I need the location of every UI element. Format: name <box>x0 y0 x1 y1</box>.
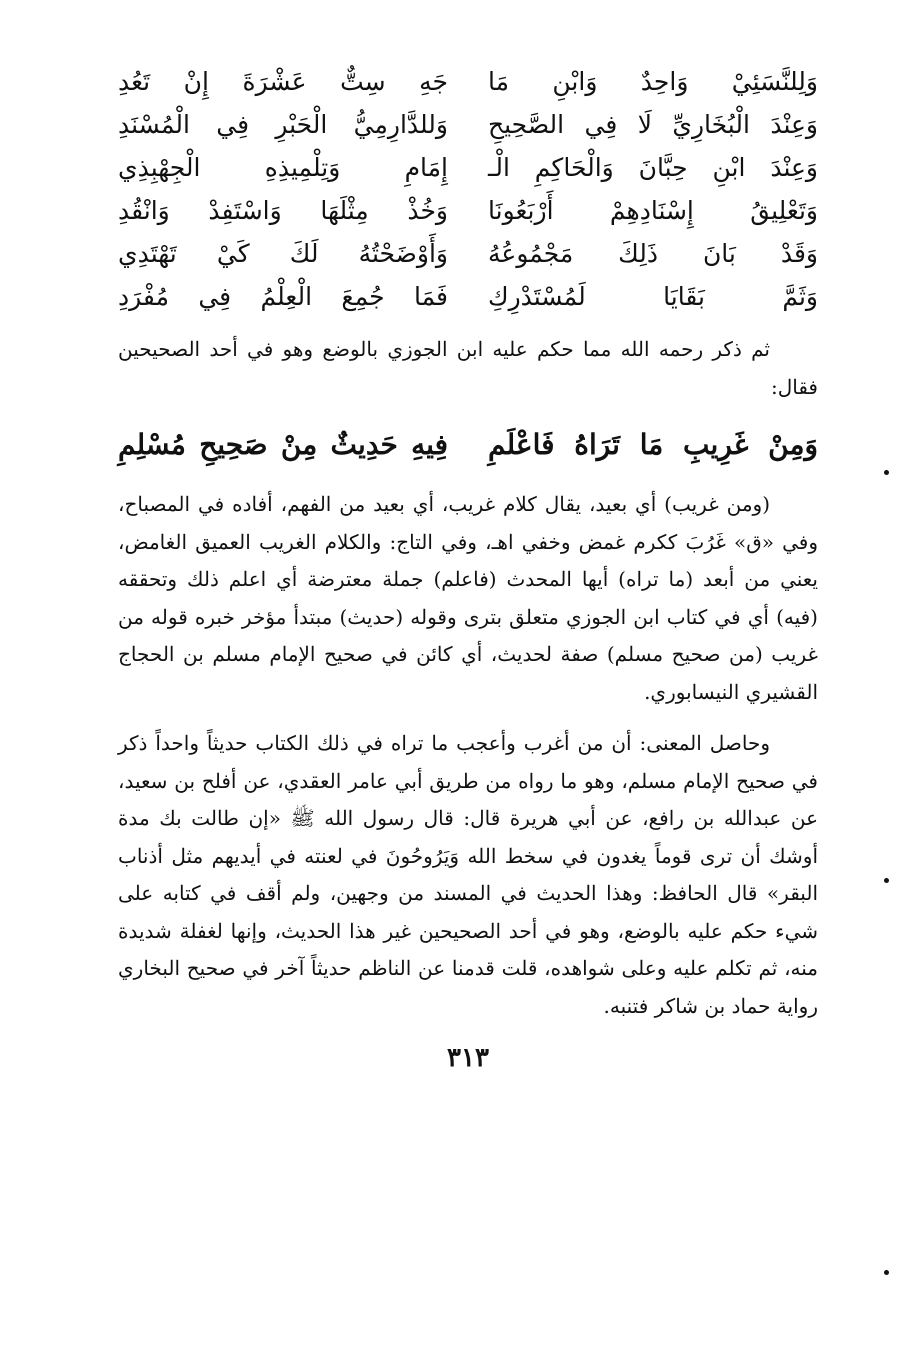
verse-row <box>118 275 818 318</box>
margin-mark <box>884 878 889 883</box>
main-verse-second-hemistich: فِيهِ حَدِيثٌ مِنْ صَحِيحِ مُسْلِمِ <box>118 427 448 461</box>
verse-first-hemistich: وَلِلنَّسَئِيْ وَاحِدٌ وَابْنِ مَا <box>488 67 818 96</box>
verse-second-hemistich: إِمَامِ وَتِلْمِيذِهِ الْجِهْبِذِي <box>118 153 448 182</box>
verse-first-hemistich: وَتَعْلِيقُ إِسْنَادِهِمْ أَرْبَعُونَا <box>488 196 818 225</box>
verse-first-hemistich: وَعِنْدَ الْبُخَارِيِّ لَا فِي الصَّحِيحِ <box>488 110 818 139</box>
verse-second-hemistich: وَأَوْضَحْتُهُ لَكَ كَيْ تَهْتَدِي <box>118 239 448 268</box>
margin-mark <box>884 1270 889 1275</box>
verse-second-hemistich: فَمَا جُمِعَ الْعِلْمُ فِي مُفْرَدِ <box>118 282 448 311</box>
page-number: ٣١٣ <box>447 1043 489 1073</box>
verse-second-hemistich: وَخُذْ مِثْلَهَا وَاسْتَفِدْ وَانْقُدِ <box>118 196 448 225</box>
commentary-paragraph: (ومن غريب) أي بعيد، يقال كلام غريب، أي بعيد من الفهم، أفاده في المصباح، وفي «ق» غَرُبَ ككرم غمض وخفي اهـ، وفي التاج: والكلام الغريب العميق الغامض، يعني من أبعد (ما تراه) أيها المحدث (فاعلم) جملة معترضة أي اعلم ذلك وتحققه (فيه) أي في كتاب ابن الجوزي متعلق بترى وقوله (حديث) مبتدأ مؤخر خبره قوله من غريب (من صحيح مسلم) صفة لحديث، أي كائن في صحيح الإمام مسلم بن الحجاج القشيري النيسابوري. <box>118 492 818 704</box>
verse-first-hemistich: وَثَمَّ بَقَايَا لَمُسْتَدْرِكِ <box>488 282 818 311</box>
verse-row <box>118 60 818 103</box>
verse-row <box>118 232 818 275</box>
margin-mark <box>884 470 889 475</box>
verse-first-hemistich: وَقَدْ بَانَ ذَلِكَ مَجْمُوعُهُ <box>488 239 818 268</box>
verse-second-hemistich: وَللدَّارِمِيُّ الْحَبْرِ فِي الْمُسْنَدِ <box>118 110 448 139</box>
main-verse-first-hemistich: وَمِنْ غَرِيبِ مَا تَرَاهُ فَاعْلَمِ <box>488 427 818 461</box>
verse-row <box>118 146 818 189</box>
commentary-paragraph: وحاصل المعنى: أن من أغرب وأعجب ما تراه في ذلك الكتاب حديثاً واحداً ذكر في صحيح الإمام مسلم، وهو ما رواه من طريق أبي عامر العقدي، عن أفلح بن سعيد، عن عبدالله بن رافع، عن أبي هريرة قال: قال رسول الله ﷺ «إن طالت بك مدة أوشك أن ترى قوماً يغدون في سخط الله وَيَرُوحُونَ في لعنته في أيديهم مثل أذناب البقر» قال الحافظ: وهذا الحديث في المسند من وجهين، ولم أقف في كتابه على شيء حكم عليه بالوضع، وهو في أحد الصحيحين غير هذا الحديث، وإنها لغفلة شديدة منه، ثم تكلم عليه وعلى شواهده، قلت قدمنا عن الناظم حديثاً آخر في صحيح البخاري رواية حماد بن شاكر فتنبه. <box>118 731 818 1018</box>
verse-row <box>118 103 818 146</box>
page-body <box>118 60 818 1073</box>
verse-block <box>118 60 818 318</box>
verse-first-hemistich: وَعِنْدَ ابْنِ حِبَّانَ وَالْحَاكِمِ الْـ <box>488 153 818 182</box>
main-verse <box>118 416 818 472</box>
verse-row <box>118 189 818 232</box>
intro-text: ثم ذكر رحمه الله مما حكم عليه ابن الجوزي بالوضع وهو في أحد الصحيحين فقال: <box>118 337 818 399</box>
verse-second-hemistich: جَهِ سِتٌّ عَشْرَةَ إِنْ تَعُدِ <box>118 67 448 96</box>
